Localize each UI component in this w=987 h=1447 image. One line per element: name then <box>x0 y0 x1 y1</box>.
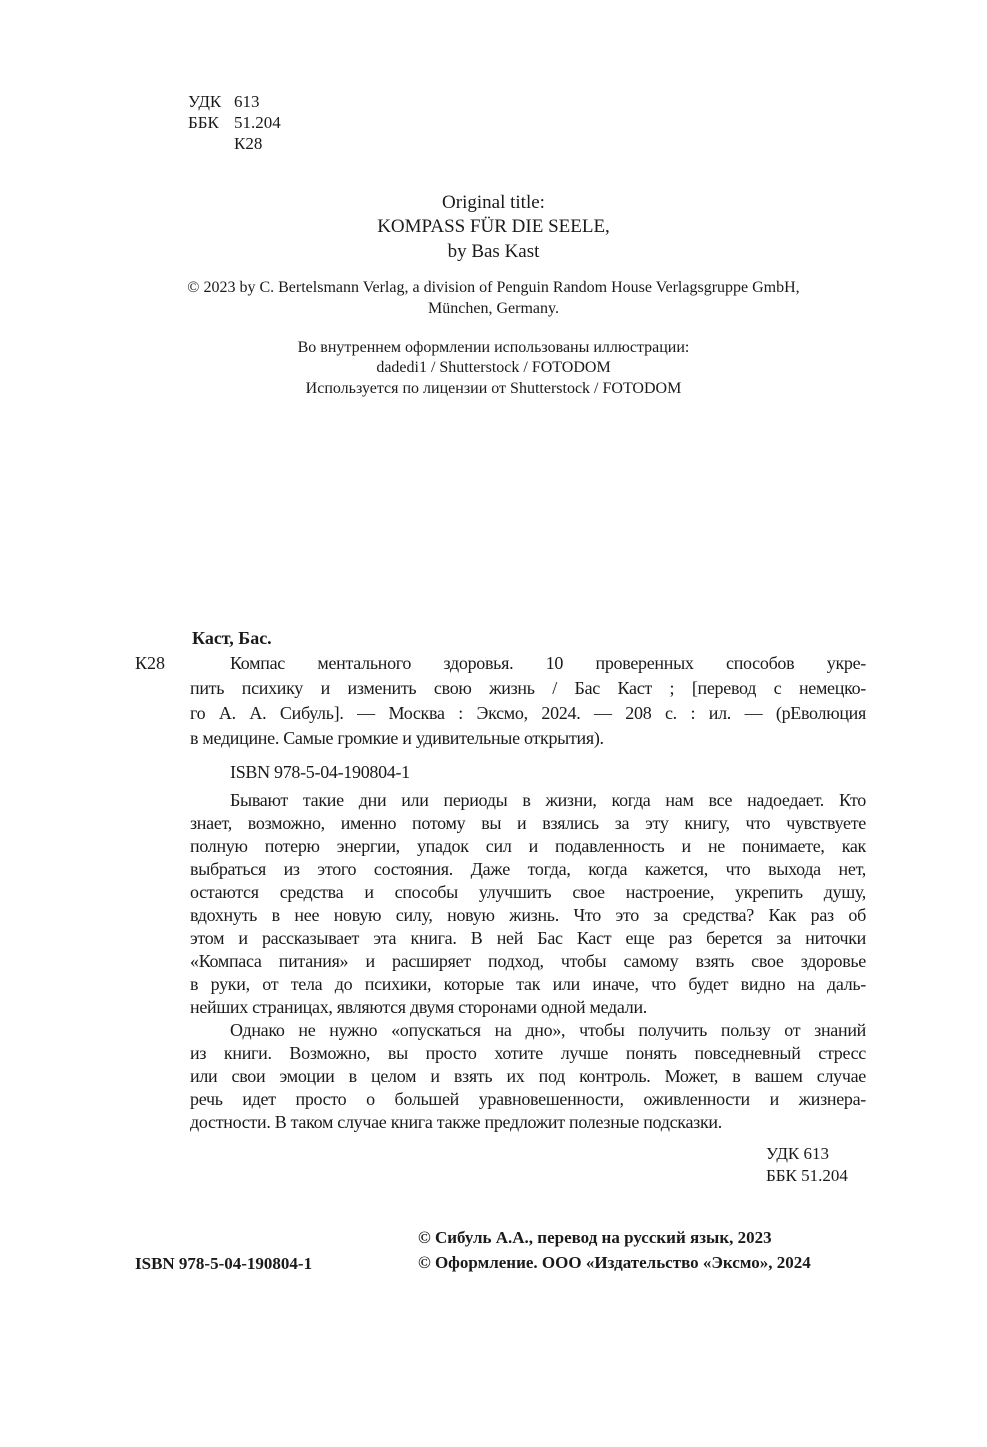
annotation-line: этом и рассказывает эта книга. В ней Бас Каст еще раз берется за ниточки <box>190 928 866 948</box>
catalog-line: го А. А. Сибуль]. — Москва : Эксмо, 2024. — 208 с. : ил. — (рЕволюция <box>190 703 866 723</box>
udk-label: УДК <box>188 92 222 111</box>
annotation-line: речь идет просто о большей уравновешенности, оживленности и жизнера- <box>190 1089 866 1109</box>
original-title-line: Original title: <box>442 192 545 213</box>
copyright-design: © Оформление. ООО «Издательство «Эксмо», 2024 <box>418 1253 811 1272</box>
annotation-line: полную потерю энергии, упадок сил и подавленность и не понимаете, как <box>190 836 866 856</box>
footer-isbn: ISBN 978-5-04-190804-1 <box>135 1254 313 1273</box>
annotation-line: достности. В таком случае книга также предложит полезные подсказки. <box>190 1112 722 1132</box>
annotation-line: «Компаса питания» и расширяет подход, чтобы самому взять свое здоровье <box>190 951 866 971</box>
annotation-line: Однако не нужно «опускаться на дно», чтобы получить пользу от знаний <box>230 1020 866 1040</box>
catalog-line: пить психику и изменить свою жизнь / Бас Каст ; [перевод с немецко- <box>190 678 866 698</box>
bbk-value: 51.204 <box>234 113 281 132</box>
annotation-line: в руки, от тела до психики, которые так или иначе, что будет видно на даль- <box>190 974 866 994</box>
annotation-line: вдохнуть в нее новую силу, новую жизнь. Что это за средства? Как раз об <box>190 905 866 925</box>
credit-line: dadedi1 / Shutterstock / FOTODOM <box>376 359 611 376</box>
bbk-label: ББК <box>188 113 219 132</box>
annotation-line: знает, возможно, именно потому вы и взялись за эту книгу, что чувствуете <box>190 813 866 833</box>
catalog-line: в медицине. Самые громкие и удивительные открытия). <box>190 728 604 748</box>
copyright-line: München, Germany. <box>428 300 559 317</box>
annotation-line: или свои эмоции в целом и взять их под контроль. Может, в вашем случае <box>190 1066 866 1086</box>
copyright-line: © 2023 by C. Bertelsmann Verlag, a division of Penguin Random House Verlagsgruppe GmbH, <box>187 279 800 296</box>
catalog-line: Компас ментального здоровья. 10 проверенных способов укре- <box>230 653 866 673</box>
annotation-line: из книги. Возможно, вы просто хотите лучше понять повседневный стресс <box>190 1043 866 1063</box>
catalog-mark: К28 <box>135 653 166 673</box>
copyright-translation: © Сибуль А.А., перевод на русский язык, 2023 <box>418 1228 772 1247</box>
udk-bottom: УДК 613 <box>766 1144 830 1163</box>
credit-line: Во внутреннем оформлении использованы иллюстрации: <box>297 339 690 356</box>
annotation-line: нейших страницах, являются двумя сторонами одной медали. <box>190 997 647 1017</box>
catalog-isbn: ISBN 978-5-04-190804-1 <box>230 762 410 782</box>
catalog-author: Каст, Бас. <box>192 628 272 648</box>
original-title-line: KOMPASS FÜR DIE SEELE, <box>377 216 610 237</box>
credit-line: Используется по лицензии от Shutterstock / FOTODOM <box>305 380 682 397</box>
author-mark: К28 <box>234 134 263 153</box>
udk-value: 613 <box>234 92 260 111</box>
original-title-line: by Bas Kast <box>447 241 540 262</box>
annotation-line: Бывают такие дни или периоды в жизни, когда нам все надоедает. Кто <box>230 790 866 810</box>
annotation-line: остаются средства и способы улучшить свое настроение, укрепить душу, <box>190 882 866 902</box>
annotation-line: выбраться из этого состояния. Даже тогда, когда кажется, что выхода нет, <box>190 859 866 879</box>
bbk-bottom: ББК 51.204 <box>766 1166 848 1185</box>
